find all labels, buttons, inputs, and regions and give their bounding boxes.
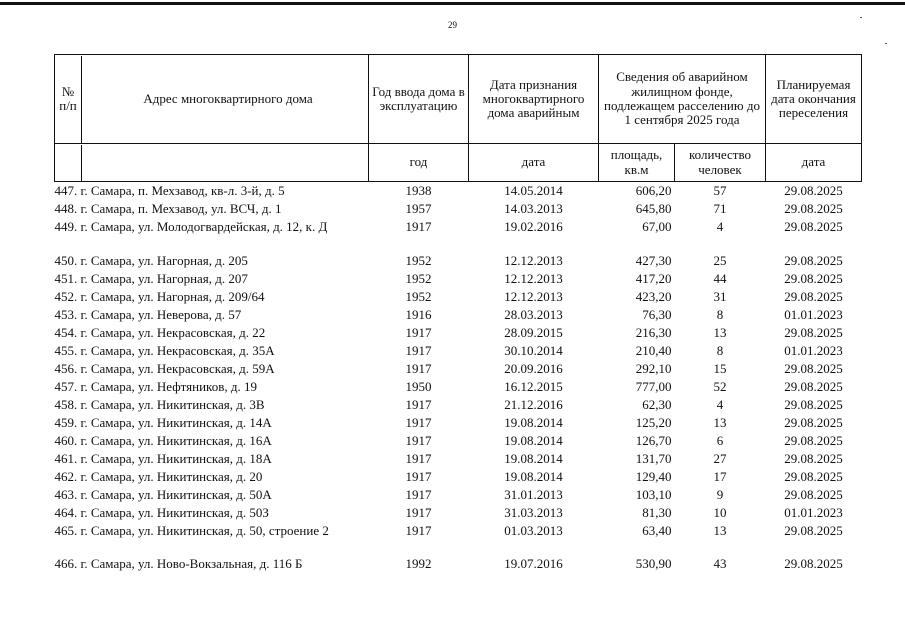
row-area: 423,20 [635, 288, 672, 304]
row-end-date: 29.08.2025 [784, 218, 843, 234]
row-address: г. Самара, ул. Никитинская, д. 50З [80, 504, 269, 520]
end-date-subheader: дата [766, 144, 862, 182]
row-end-date: 29.08.2025 [784, 396, 843, 412]
row-people: 71 [713, 200, 727, 216]
row-end-date: 29.08.2025 [784, 414, 843, 430]
row-year: 1916 [405, 306, 432, 322]
row-area: 292,10 [635, 360, 672, 376]
row-address: г. Самара, ул. Некрасовская, д. 35А [80, 342, 275, 358]
planned-end-header: Планируемая дата окончания переселения [766, 55, 862, 144]
row-end-date: 29.08.2025 [784, 432, 843, 448]
row-end-date: 01.01.2023 [784, 306, 843, 322]
row-area: 210,40 [635, 342, 672, 358]
row-area: 645,80 [635, 200, 672, 216]
row-people: 4 [716, 396, 724, 412]
row-address: г. Самара, ул. Никитинская, д. 14А [80, 414, 272, 430]
row-people: 57 [713, 182, 727, 198]
row-date: 20.09.2016 [504, 360, 563, 376]
row-year: 1917 [405, 432, 432, 448]
row-end-date: 29.08.2025 [784, 182, 843, 198]
table-row [55, 218, 862, 236]
table-row [55, 450, 862, 468]
row-people: 6 [716, 432, 724, 448]
row-number: 466. [54, 555, 78, 571]
row-address: г. Самара, ул. Нефтяников, д. 19 [80, 378, 257, 394]
date-declared-header: Дата признания многоквартирного дома аварийным [469, 55, 599, 144]
row-people: 4 [716, 218, 724, 234]
row-end-date: 29.08.2025 [784, 522, 843, 538]
row-year: 1950 [405, 378, 432, 394]
row-number: 462. [54, 468, 78, 484]
row-year: 1957 [405, 200, 432, 216]
table-row [55, 432, 862, 450]
resettlement-table [54, 54, 862, 573]
address-subheader-cell [55, 144, 369, 182]
table-row [55, 200, 862, 218]
table-row [55, 504, 862, 522]
row-date: 12.12.2013 [504, 270, 563, 286]
row-number: 459. [54, 414, 78, 430]
year-built-header: Год ввода дома в эксплуатацию [369, 55, 469, 144]
row-address: г. Самара, ул. Нагорная, д. 205 [80, 252, 248, 268]
row-number: 458. [54, 396, 78, 412]
table-row [55, 306, 862, 324]
row-end-date: 29.08.2025 [784, 468, 843, 484]
row-number: 460. [54, 432, 78, 448]
row-address: г. Самара, ул. Нагорная, д. 209/64 [80, 288, 265, 304]
row-people: 44 [713, 270, 727, 286]
row-end-date: 29.08.2025 [784, 288, 843, 304]
row-number: 465. [54, 522, 78, 538]
year-subheader: год [369, 144, 469, 182]
row-area: 530,90 [635, 555, 672, 571]
row-area: 126,70 [635, 432, 672, 448]
row-people: 8 [716, 342, 724, 358]
row-number: 451. [54, 270, 78, 286]
row-area: 67,00 [642, 218, 672, 234]
date-subheader: дата [469, 144, 599, 182]
row-year: 1917 [405, 414, 432, 430]
row-people: 10 [713, 504, 727, 520]
address-header-cell [55, 55, 369, 144]
row-number: 452. [54, 288, 78, 304]
row-number: 455. [54, 342, 78, 358]
row-end-date: 29.08.2025 [784, 450, 843, 466]
row-number: 449. [54, 218, 78, 234]
num-subheader-empty [55, 145, 82, 181]
row-date: 31.03.2013 [504, 504, 563, 520]
row-people: 25 [713, 252, 727, 268]
row-number: 450. [54, 252, 78, 268]
row-year: 1952 [405, 252, 432, 268]
row-number: 464. [54, 504, 78, 520]
table-row [55, 378, 862, 396]
row-spacer [55, 540, 862, 555]
row-people: 13 [713, 522, 727, 538]
row-date: 19.08.2014 [504, 450, 563, 466]
row-date: 14.05.2014 [504, 182, 563, 198]
row-date: 14.03.2013 [504, 200, 563, 216]
scan-speck [860, 17, 862, 18]
row-area: 606,20 [635, 182, 672, 198]
row-people: 43 [713, 555, 727, 571]
row-people: 13 [713, 324, 727, 340]
table-row [55, 342, 862, 360]
row-year: 1917 [405, 468, 432, 484]
row-number: 463. [54, 486, 78, 502]
row-date: 31.01.2013 [504, 486, 563, 502]
row-area: 76,30 [642, 306, 672, 322]
row-end-date: 29.08.2025 [784, 200, 843, 216]
row-date: 12.12.2013 [504, 252, 563, 268]
table-row [55, 270, 862, 288]
table-row [55, 468, 862, 486]
row-people: 27 [713, 450, 727, 466]
row-date: 19.08.2014 [504, 432, 563, 448]
table-row [55, 288, 862, 306]
row-address: г. Самара, ул. Неверова, д. 57 [80, 306, 242, 322]
row-year: 1917 [405, 504, 432, 520]
row-year: 1917 [405, 324, 432, 340]
row-date: 16.12.2015 [504, 378, 563, 394]
row-year: 1917 [405, 522, 432, 538]
row-area: 216,30 [635, 324, 672, 340]
table-row [55, 486, 862, 504]
table-row [55, 252, 862, 270]
table-row [55, 555, 862, 573]
row-year: 1917 [405, 486, 432, 502]
row-area: 103,10 [635, 486, 672, 502]
row-number: 447. [54, 182, 78, 198]
row-area: 81,30 [642, 504, 672, 520]
row-date: 01.03.2013 [504, 522, 563, 538]
row-year: 1917 [405, 342, 432, 358]
people-subheader: количество человек [675, 144, 766, 182]
row-number: 456. [54, 360, 78, 376]
row-area: 63,40 [642, 522, 672, 538]
row-end-date: 29.08.2025 [784, 555, 843, 571]
row-address: г. Самара, ул. Никитинская, д. 3В [80, 396, 265, 412]
row-end-date: 29.08.2025 [784, 486, 843, 502]
row-address: г. Самара, ул. Ново-Вокзальная, д. 116 Б [80, 555, 303, 571]
table-row [55, 324, 862, 342]
row-end-date: 29.08.2025 [784, 270, 843, 286]
row-people: 17 [713, 468, 727, 484]
row-area: 125,20 [635, 414, 672, 430]
row-address: г. Самара, ул. Некрасовская, д. 22 [80, 324, 266, 340]
page-number: 29 [448, 20, 457, 30]
row-number: 453. [54, 306, 78, 322]
row-people: 13 [713, 414, 727, 430]
row-date: 28.09.2015 [504, 324, 563, 340]
row-year: 1917 [405, 396, 432, 412]
row-date: 28.03.2013 [504, 306, 563, 322]
row-number: 448. [54, 200, 78, 216]
row-area: 427,30 [635, 252, 672, 268]
row-people: 31 [713, 288, 727, 304]
row-year: 1992 [405, 555, 432, 571]
row-address: г. Самара, ул. Никитинская, д. 50, строение 2 [80, 522, 329, 538]
row-number: 461. [54, 450, 78, 466]
row-year: 1938 [405, 182, 432, 198]
row-number: 457. [54, 378, 78, 394]
table-row [55, 360, 862, 378]
row-end-date: 01.01.2023 [784, 342, 843, 358]
row-area: 777,00 [635, 378, 672, 394]
row-year: 1917 [405, 218, 432, 234]
row-year: 1917 [405, 450, 432, 466]
row-end-date: 29.08.2025 [784, 360, 843, 376]
row-area: 129,40 [635, 468, 672, 484]
row-address: г. Самара, п. Мехзавод, ул. ВСЧ, д. 1 [80, 200, 282, 216]
row-people: 9 [716, 486, 724, 502]
row-date: 30.10.2014 [504, 342, 563, 358]
row-address: г. Самара, ул. Молодогвардейская, д. 12, к. Д [80, 218, 328, 234]
row-area: 131,70 [635, 450, 672, 466]
row-date: 19.08.2014 [504, 468, 563, 484]
row-date: 21.12.2016 [504, 396, 563, 412]
scan-speck [885, 43, 887, 44]
address-header: Адрес многоквартирного дома [143, 90, 313, 106]
row-end-date: 29.08.2025 [784, 252, 843, 268]
table-row [55, 414, 862, 432]
row-end-date: 29.08.2025 [784, 324, 843, 340]
table-row [55, 396, 862, 414]
row-spacer [55, 236, 862, 252]
row-end-date: 01.01.2023 [784, 504, 843, 520]
row-address: г. Самара, ул. Никитинская, д. 18А [80, 450, 272, 466]
emergency-info-header: Сведения об аварийном жилищном фонде, подлежащем расселению до 1 сентября 2025 года [599, 55, 766, 144]
num-header: № п/п [55, 56, 82, 143]
row-people: 8 [716, 306, 724, 322]
table-row [55, 182, 862, 201]
table-row [55, 522, 862, 540]
row-area: 417,20 [635, 270, 672, 286]
row-date: 12.12.2013 [504, 288, 563, 304]
row-address: г. Самара, ул. Никитинская, д. 16А [80, 432, 272, 448]
row-date: 19.07.2016 [504, 555, 563, 571]
row-area: 62,30 [642, 396, 672, 412]
row-people: 52 [713, 378, 727, 394]
row-address: г. Самара, ул. Некрасовская, д. 59А [80, 360, 275, 376]
row-date: 19.02.2016 [504, 218, 563, 234]
row-end-date: 29.08.2025 [784, 378, 843, 394]
row-year: 1917 [405, 360, 432, 376]
row-address: г. Самара, ул. Нагорная, д. 207 [80, 270, 248, 286]
address-subheader-empty [82, 145, 368, 181]
row-year: 1952 [405, 288, 432, 304]
top-border-rule [0, 2, 905, 5]
row-date: 19.08.2014 [504, 414, 563, 430]
row-year: 1952 [405, 270, 432, 286]
row-address: г. Самара, ул. Никитинская, д. 20 [80, 468, 263, 484]
row-number: 454. [54, 324, 78, 340]
row-people: 15 [713, 360, 727, 376]
row-address: г. Самара, п. Мехзавод, кв-л. 3-й, д. 5 [80, 182, 285, 198]
row-address: г. Самара, ул. Никитинская, д. 50А [80, 486, 272, 502]
area-subheader: площадь, кв.м [599, 144, 675, 182]
